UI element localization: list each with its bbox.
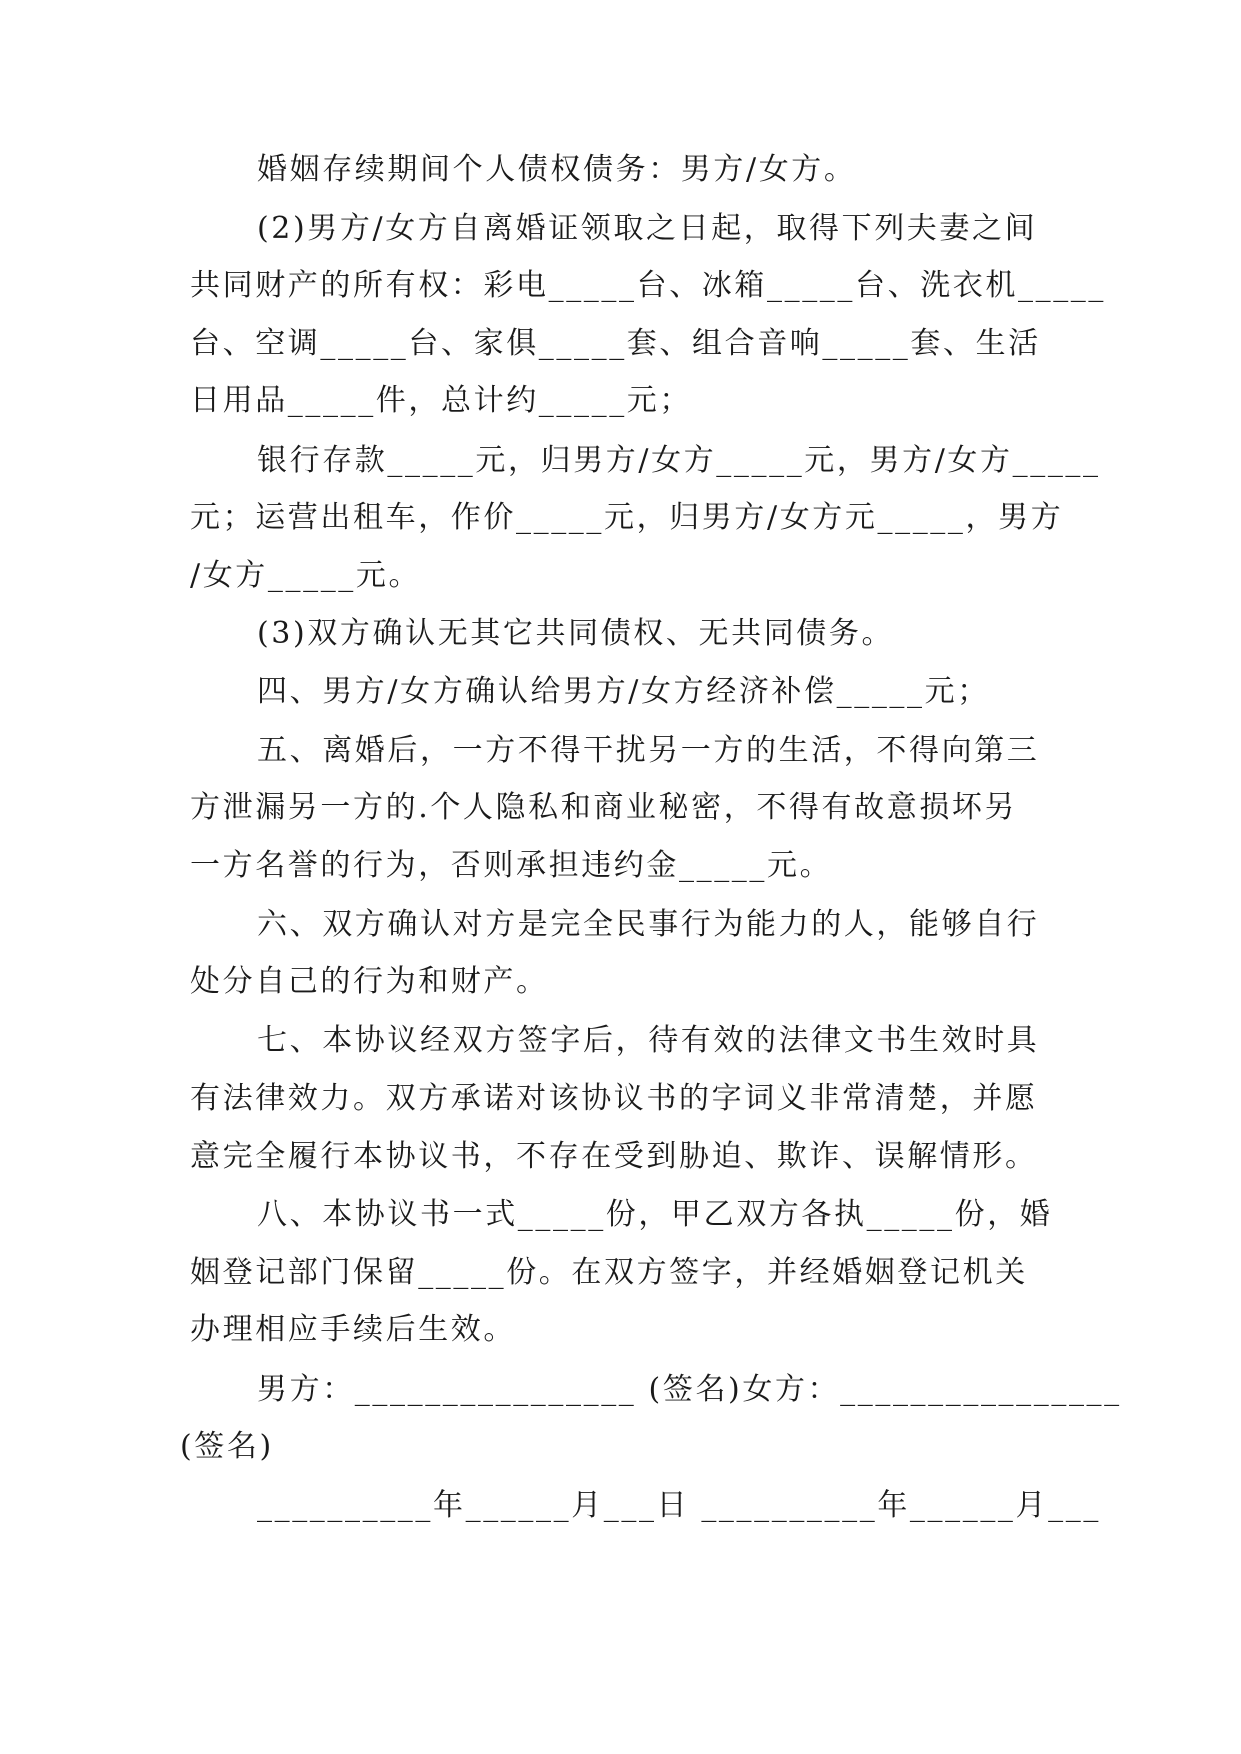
- text-line: 五、离婚后，一方不得干扰另一方的生活，不得向第三: [257, 733, 1040, 768]
- text-line: 婚姻存续期间个人债权债务：男方/女方。: [257, 152, 857, 187]
- text-line: 四、男方/女方确认给男方/女方经济补偿_____元；: [257, 674, 990, 709]
- text-line: /女方_____元。: [190, 558, 422, 593]
- text-line: 姻登记部门保留_____份。在双方签字，并经婚姻登记机关: [190, 1255, 1028, 1290]
- text-line: 日用品_____件，总计约_____元；: [190, 383, 692, 418]
- signature-line: 男方：________________ (签名)女方：________________: [257, 1372, 1122, 1407]
- text-line: 办理相应手续后生效。: [190, 1312, 516, 1347]
- text-line: (3)双方确认无其它共同债权、无共同债务。: [257, 616, 895, 651]
- signature-note: (签名): [180, 1429, 274, 1464]
- text-line: 台、空调_____台、家俱_____套、组合音响_____套、生活: [190, 326, 1041, 361]
- text-line: 共同财产的所有权：彩电_____台、冰箱_____台、洗衣机_____: [190, 268, 1106, 303]
- text-line: 六、双方确认对方是完全民事行为能力的人，能够自行: [257, 907, 1040, 942]
- text-line: 有法律效力。双方承诺对该协议书的字词义非常清楚，并愿: [190, 1081, 1038, 1116]
- text-line: 元；运营出租车，作价_____元，归男方/女方元_____，男方: [190, 500, 1064, 535]
- text-line: 方泄漏另一方的.个人隐私和商业秘密，不得有故意损坏另: [190, 790, 1018, 825]
- date-line: __________年______月___日 __________年______月___: [257, 1488, 1101, 1523]
- text-line: 七、本协议经双方签字后，待有效的法律文书生效时具: [257, 1023, 1040, 1058]
- text-line: 八、本协议书一式_____份，甲乙双方各执_____份，婚: [257, 1197, 1053, 1232]
- text-line: 一方名誉的行为，否则承担违约金_____元。: [190, 848, 833, 883]
- text-line: 银行存款_____元，归男方/女方_____元，男方/女方_____: [257, 443, 1101, 478]
- text-line: 意完全履行本协议书，不存在受到胁迫、欺诈、误解情形。: [190, 1139, 1038, 1174]
- text-line: (2)男方/女方自离婚证领取之日起，取得下列夫妻之间: [257, 211, 1038, 246]
- text-line: 处分自己的行为和财产。: [190, 964, 549, 999]
